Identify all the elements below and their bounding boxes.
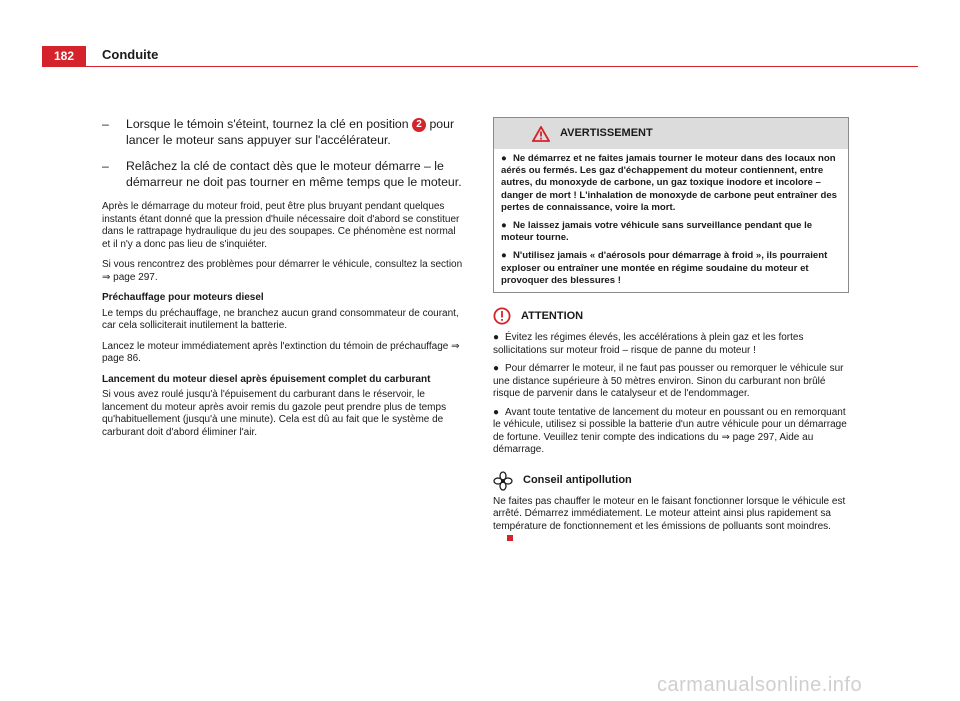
warning-header bbox=[494, 118, 848, 149]
warning-triangle-icon bbox=[532, 126, 550, 142]
warning-item: ● N'utilisez jamais « d'aérosols pour démarrage à froid », ils pourraient exploser ou entraîner une montée en régime soudaine du moteur et provoquer des blessures ! bbox=[501, 250, 828, 286]
step-2-text: Relâchez la clé de contact dès que le moteur démarre – le démarreur ne doit pas tourner en même temps que le moteur. bbox=[126, 159, 462, 189]
warning-body bbox=[494, 149, 848, 292]
attention-item: ● Avant toute tentative de lancement du moteur en poussant ou en remorquant le véhicule, utilisez si possible la batterie d'un autre véhicule pour un démarrage de fortune. Veuillez tenir compte des indications du ⇒ page 297, Aide au démarrage. bbox=[493, 406, 847, 456]
flower-icon bbox=[493, 471, 513, 491]
heading-diesel-empty: Lancement du moteur diesel après épuisement complet du carburant bbox=[102, 373, 431, 385]
step-1 bbox=[102, 117, 464, 148]
dash-marker: – bbox=[102, 117, 109, 131]
chapter-title: Conduite bbox=[102, 47, 159, 62]
warning-title: AVERTISSEMENT bbox=[560, 127, 653, 140]
warning-item: ● Ne laissez jamais votre véhicule sans surveillance pendant que le moteur tourne. bbox=[501, 220, 813, 244]
environment-title: Conseil antipollution bbox=[523, 474, 632, 487]
header-rule bbox=[42, 66, 918, 67]
paragraph-diesel-empty: Si vous avez roulé jusqu'à l'épuisement du carburant dans le réservoir, le lancement du moteur après avoir remis du gazole peut prendre plus de temps qu'habituellement (jusqu'à une minute). Cela est dû au fait que le système de carburant doit d'abord éliminer l'air. bbox=[102, 389, 447, 438]
right-column bbox=[493, 117, 849, 546]
step-1-text: Lorsque le témoin s'éteint, tournez la clé en position 2 pour lancer le moteur sans appuyer sur l'accélérateur. bbox=[126, 117, 455, 147]
footer-watermark: carmanualsonline.info bbox=[657, 674, 863, 696]
step-2 bbox=[102, 159, 464, 190]
exclamation-circle-icon bbox=[493, 307, 511, 325]
attention-item: ● Évitez les régimes élevés, les accélérations à plein gaz et les fortes sollicitations sur moteur froid – risque de panne du moteur ! bbox=[493, 332, 804, 356]
paragraph-preheating: Le temps du préchauffage, ne branchez aucun grand consommateur de courant, car cela solliciterait inutilement la batterie. bbox=[102, 307, 459, 331]
warning-item: ● Ne démarrez et ne faites jamais tourner le moteur dans des locaux non aérés ou fermés. Les gaz d'échappement du moteur contiennent, entre autres, du monoxyde de carbone, un gaz toxique inodore et incolore – danger de mort ! L'inhalation de monoxyde de carbone peut entraîner des pertes de connaissance, voire la mort. bbox=[501, 153, 837, 213]
attention-title: ATTENTION bbox=[521, 309, 584, 322]
environment-header bbox=[493, 471, 849, 491]
heading-preheating: Préchauffage pour moteurs diesel bbox=[102, 292, 264, 303]
paragraph-preheat-lamp: Lancez le moteur immédiatement après l'extinction du témoin de préchauffage ⇒ page 86. bbox=[102, 340, 460, 364]
attention-header bbox=[493, 307, 849, 325]
paragraph-start-problems: Si vous rencontrez des problèmes pour démarrer le véhicule, consultez la section ⇒ page 297. bbox=[102, 259, 463, 283]
section-end-marker bbox=[507, 535, 513, 541]
dash-marker: – bbox=[102, 159, 109, 173]
position-2-badge: 2 bbox=[412, 118, 426, 132]
left-column bbox=[102, 117, 464, 447]
environment-text: Ne faites pas chauffer le moteur en le faisant fonctionner lorsque le véhicule est arrêté. Démarrez immédiatement. Le moteur atteint ainsi plus rapidement sa température de fonctionnement et les émissions de polluants sont moindres. bbox=[493, 496, 849, 546]
warning-box bbox=[493, 117, 849, 293]
paragraph-cold-start: Après le démarrage du moteur froid, peut être plus bruyant pendant quelques instants étant donné que la pression d'huile nécessaire doit d'abord se constituer dans le rattrapage hydraulique du jeu des soupapes. Ce phénomène est normal et il n'y a donc pas lieu de s'inquiéter. bbox=[102, 201, 460, 250]
page-number: 182 bbox=[42, 46, 86, 66]
attention-item: ● Pour démarrer le moteur, il ne faut pas pousser ou remorquer le véhicule sur une distance supérieure à 50 mètres environ. Sinon du carburant non brûlé risque de parvenir dans le catalyseur et de l'endommager. bbox=[493, 363, 844, 400]
